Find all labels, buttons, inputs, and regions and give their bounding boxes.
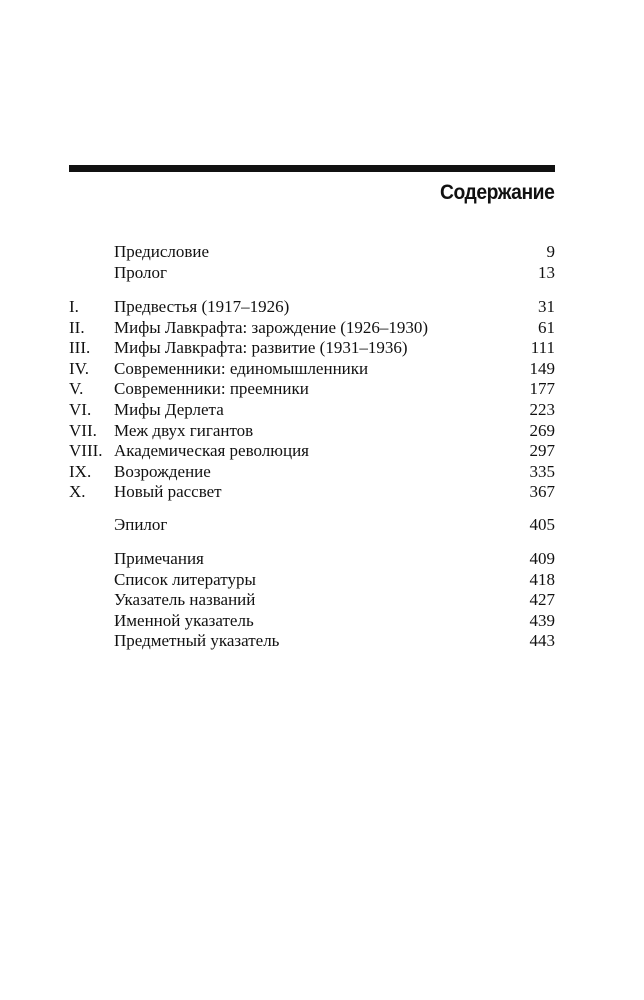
- toc-entry-title: Указатель названий: [114, 590, 256, 610]
- toc-entry: [69, 631, 555, 652]
- chapter-title: Меж двух гигантов: [114, 420, 254, 440]
- chapter-page: 223: [529, 399, 555, 419]
- toc-entry: [69, 263, 555, 284]
- chapter-number: IV.: [69, 358, 89, 378]
- toc-entry: [69, 242, 555, 263]
- chapter-page: 367: [529, 482, 555, 502]
- back-matter-list: [69, 549, 555, 652]
- toc-chapter-entry: [69, 318, 555, 339]
- chapter-number: V.: [69, 379, 84, 399]
- toc-chapter-entry: [69, 421, 555, 442]
- chapter-page: 177: [529, 379, 555, 399]
- page-title: Содержание: [439, 181, 554, 204]
- chapter-page: 31: [538, 297, 555, 316]
- chapter-title: Современники: преемники: [114, 379, 309, 399]
- front-matter-list: [69, 242, 555, 283]
- toc-entry-title: Предметный указатель: [114, 631, 280, 651]
- toc-entry: [69, 549, 555, 570]
- chapter-title: Мифы Дерлета: [114, 399, 224, 419]
- toc-entry-page: 409: [529, 549, 555, 568]
- chapter-title: Академическая революция: [114, 441, 309, 461]
- toc-chapter-entry: [69, 482, 555, 503]
- chapter-title: Мифы Лавкрафта: развитие (1931–1936): [114, 338, 408, 358]
- chapter-number: X.: [69, 482, 86, 502]
- chapter-title: Мифы Лавкрафта: зарождение (1926–1930): [114, 317, 429, 337]
- toc-chapter-entry: [69, 441, 555, 462]
- toc-entry: [69, 611, 555, 632]
- chapter-number: IX.: [69, 461, 92, 481]
- toc-entry-page: 405: [529, 515, 555, 534]
- heading-rule: [69, 165, 555, 172]
- toc-chapter-entry: [69, 379, 555, 400]
- chapter-number: VI.: [69, 399, 92, 419]
- chapter-list: [69, 297, 555, 503]
- toc-entry-title: Пролог: [114, 262, 168, 282]
- chapter-number: I.: [69, 297, 79, 316]
- toc-chapter-entry: [69, 338, 555, 359]
- toc-entry-title: Эпилог: [114, 515, 168, 534]
- chapter-page: 297: [529, 441, 555, 461]
- chapter-title: Новый рассвет: [114, 482, 222, 502]
- chapter-page: 61: [538, 317, 555, 337]
- chapter-number: VII.: [69, 420, 97, 440]
- toc-entry-page: 418: [529, 569, 555, 589]
- chapter-number: III.: [69, 338, 91, 358]
- toc-chapter-entry: [69, 462, 555, 483]
- toc-entry-page: 427: [529, 590, 555, 610]
- toc-entry-title: Именной указатель: [114, 610, 254, 630]
- toc-entry-title: Примечания: [114, 549, 204, 568]
- toc-entry-page: 9: [546, 242, 555, 261]
- chapter-title: Современники: единомышленники: [114, 358, 369, 378]
- toc-entry-title: Список литературы: [114, 569, 256, 589]
- chapter-title: Возрождение: [114, 461, 211, 481]
- toc-entry-title: Предисловие: [114, 242, 210, 261]
- toc-chapter-entry: [69, 297, 555, 318]
- chapter-number: II.: [69, 317, 85, 337]
- chapter-page: 335: [529, 461, 555, 481]
- toc-chapter-entry: [69, 400, 555, 421]
- chapter-page: 111: [530, 338, 555, 358]
- chapter-page: 149: [529, 358, 555, 378]
- toc-entry-page: 443: [529, 631, 555, 651]
- chapter-page: 269: [529, 420, 555, 440]
- chapter-number: VIII.: [69, 441, 103, 461]
- toc-entry: [69, 570, 555, 591]
- toc-chapter-entry: [69, 359, 555, 380]
- toc-entry: [69, 590, 555, 611]
- epilogue-list: [69, 515, 555, 536]
- toc-entry-page: 439: [529, 610, 555, 630]
- toc-entry-page: 13: [538, 262, 555, 282]
- chapter-title: Предвестья (1917–1926): [114, 297, 290, 316]
- toc-entry: [69, 515, 555, 536]
